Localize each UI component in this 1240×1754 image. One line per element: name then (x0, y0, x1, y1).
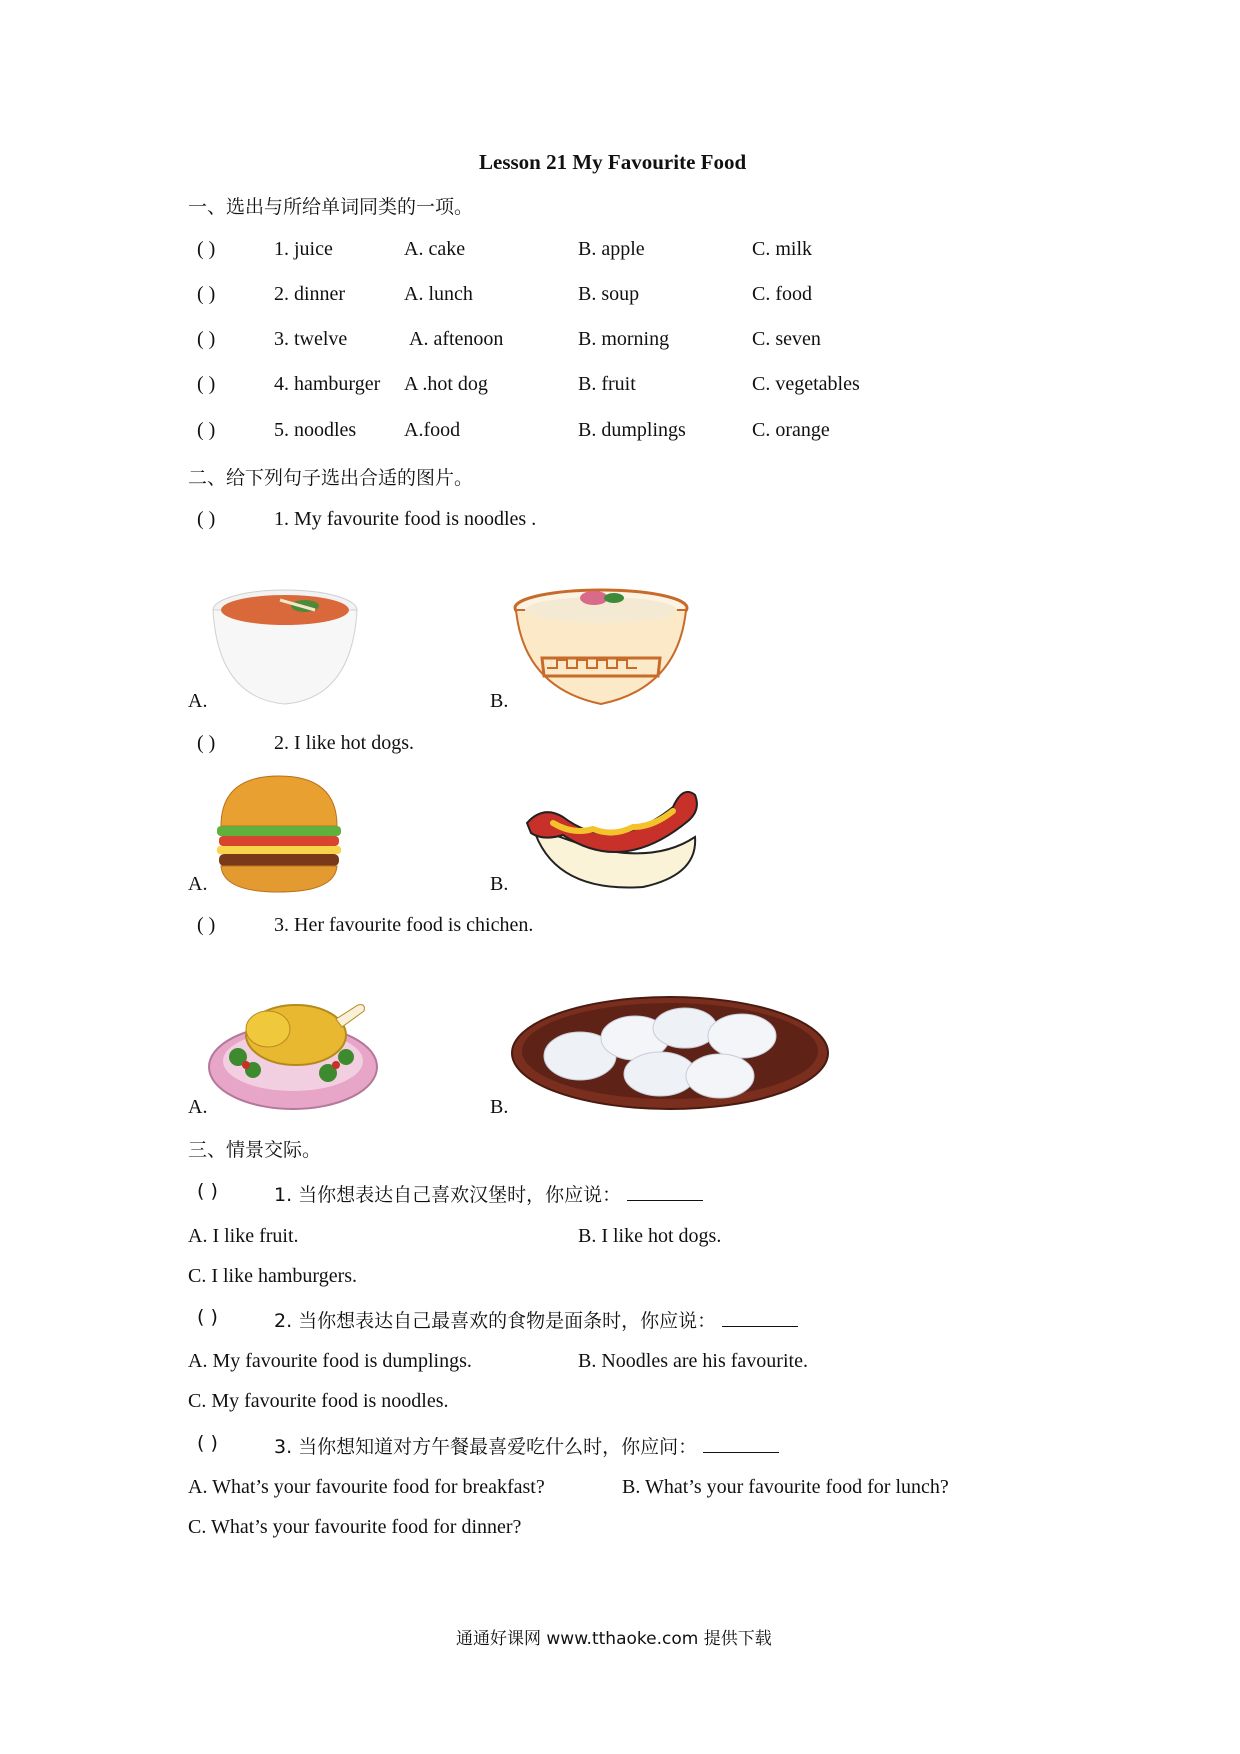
answer-paren[interactable]: ( ) (197, 328, 216, 350)
answer-blank[interactable] (703, 1434, 779, 1453)
option-b: B. morning (578, 328, 670, 350)
roast-chicken-image (208, 995, 378, 1113)
page-title: Lesson 21 My Favourite Food (479, 150, 747, 174)
answer-paren[interactable]: ( ) (197, 419, 216, 441)
noodle-bowl-image (512, 588, 690, 710)
situation-question: 2. 当你想表达自己最喜欢的食物是面条时，你应说： (274, 1306, 798, 1333)
option-a: A. My favourite food is dumplings. (188, 1350, 472, 1372)
option-b: B. soup (578, 283, 640, 305)
answer-paren[interactable]: ( ) (197, 1180, 218, 1202)
question-word: 2. dinner (274, 283, 346, 305)
dumplings-image (510, 994, 830, 1112)
picture-question: 3. Her favourite food is chichen. (274, 914, 534, 936)
hamburger-image (213, 774, 345, 894)
option-a: A.food (404, 419, 461, 441)
option-b-label: B. (490, 1096, 509, 1118)
question-word: 5. noodles (274, 419, 357, 441)
option-c: C. food (752, 283, 812, 305)
option-b-label: B. (490, 690, 509, 712)
option-b: B. dumplings (578, 419, 686, 441)
answer-paren[interactable]: ( ) (197, 373, 216, 395)
option-b: B. fruit (578, 373, 636, 395)
section-1-heading: 一、选出与所给单词同类的一项。 (188, 196, 474, 218)
option-c: C. milk (752, 238, 813, 260)
answer-paren[interactable]: ( ) (197, 732, 216, 754)
option-a-label: A. (188, 873, 208, 895)
answer-paren[interactable]: ( ) (197, 1306, 218, 1328)
option-c: C. orange (752, 419, 830, 441)
option-a-label: A. (188, 690, 208, 712)
answer-paren[interactable]: ( ) (197, 508, 216, 530)
answer-blank[interactable] (627, 1182, 703, 1201)
question-word: 4. hamburger (274, 373, 381, 395)
answer-paren[interactable]: ( ) (197, 914, 216, 936)
situation-question: 1. 当你想表达自己喜欢汉堡时，你应说： (274, 1180, 703, 1207)
option-c: C. I like hamburgers. (188, 1265, 358, 1287)
option-b-label: B. (490, 873, 509, 895)
option-b: B. Noodles are his favourite. (578, 1350, 808, 1372)
option-c: C. My favourite food is noodles. (188, 1390, 449, 1412)
answer-paren[interactable]: ( ) (197, 1432, 218, 1454)
hot-dog-image (523, 775, 701, 895)
option-a-label: A. (188, 1096, 208, 1118)
section-2-heading: 二、给下列句子选出合适的图片。 (188, 467, 474, 489)
option-a: A. I like fruit. (188, 1225, 299, 1247)
option-a: A .hot dog (404, 373, 488, 395)
option-c: C. What’s your favourite food for dinner? (188, 1516, 522, 1538)
section-3-heading: 三、情景交际。 (188, 1139, 322, 1161)
option-a: A. lunch (404, 283, 473, 305)
answer-paren[interactable]: ( ) (197, 283, 216, 305)
picture-question: 1. My favourite food is noodles . (274, 508, 537, 530)
option-a: A. aftenoon (409, 328, 504, 350)
question-word: 3. twelve (274, 328, 348, 350)
option-c: C. seven (752, 328, 821, 350)
option-a: A. cake (404, 238, 466, 260)
footer-source: 通通好课网 www.tthaoke.com 提供下载 (456, 1629, 772, 1649)
picture-question: 2. I like hot dogs. (274, 732, 414, 754)
option-b: B. apple (578, 238, 645, 260)
answer-paren[interactable]: ( ) (197, 238, 216, 260)
question-word: 1. juice (274, 238, 333, 260)
option-b: B. What’s your favourite food for lunch? (622, 1476, 949, 1498)
answer-blank[interactable] (722, 1308, 798, 1327)
soup-bowl-image (210, 588, 360, 708)
option-b: B. I like hot dogs. (578, 1225, 722, 1247)
option-a: A. What’s your favourite food for breakfast? (188, 1476, 545, 1498)
situation-question: 3. 当你想知道对方午餐最喜爱吃什么时，你应问： (274, 1432, 779, 1459)
option-c: C. vegetables (752, 373, 860, 395)
